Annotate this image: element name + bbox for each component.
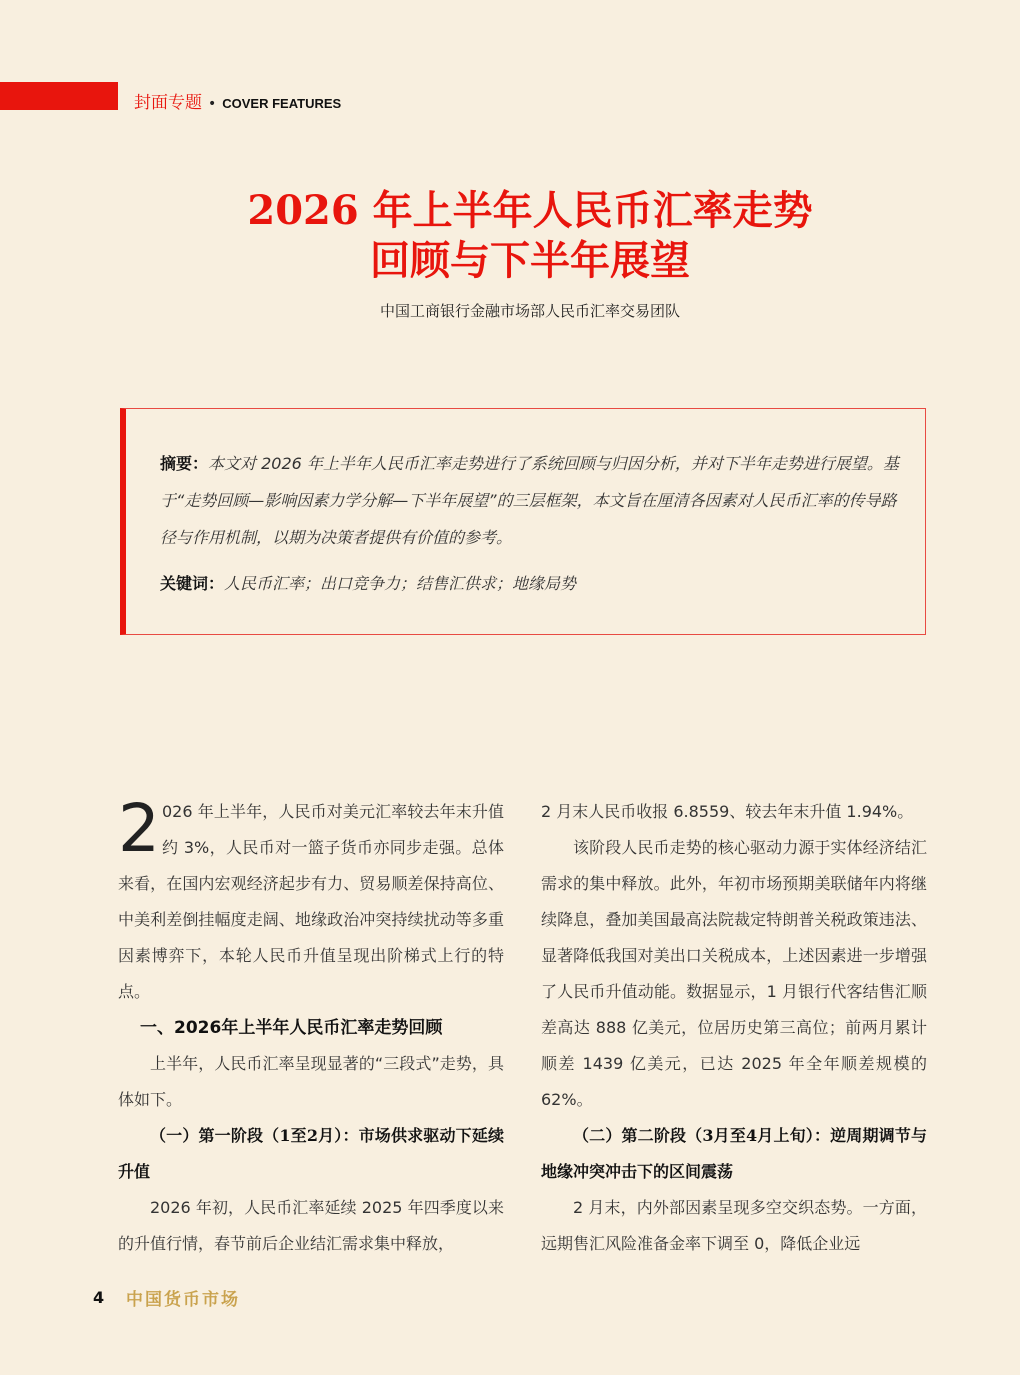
section-color-bar — [0, 82, 118, 110]
body-paragraph: 2026 年初，人民币汇率延续 2025 年四季度以来的升值行情，春节前后企业结汇需求集中释放， — [118, 1198, 504, 1253]
article-title-line-1: 2026 年上半年人民币汇率走势 — [247, 187, 813, 234]
abstract-box — [120, 408, 926, 635]
section-bullet: • — [208, 96, 217, 112]
keywords-paragraph — [160, 565, 910, 602]
subsection-heading-1: （一）第一阶段（1至2月）：市场供求驱动下延续升值 — [118, 1126, 504, 1181]
body-column-left — [118, 790, 504, 1262]
keywords-label: 关键词： — [160, 574, 225, 593]
article-title — [0, 186, 1020, 286]
body-paragraph: 2 月末人民币收报 6.8559、较去年末升值 1.94%。 — [541, 802, 914, 821]
body-text: 026 年上半年，人民币对美元汇率较去年末升值约 3%，人民币对一篮子货币亦同步走强。总体来看，在国内宏观经济起步有力、贸易顺差保持高位、中美利差倒挂幅度走阔、地缘政治冲突持续扰动等多重因素博弈下，本轮人民币升值呈现出阶梯式上行的特点。 — [118, 802, 504, 1001]
article-author: 中国工商银行金融市场部人民币汇率交易团队 — [379, 302, 680, 320]
body-paragraph: 上半年，人民币汇率呈现显著的“三段式”走势，具体如下。 — [118, 1054, 504, 1109]
body-paragraph — [118, 790, 504, 1010]
body-paragraph: 该阶段人民币走势的核心驱动力源于实体经济结汇需求的集中释放。此外，年初市场预期美联储年内将继续降息，叠加美国最高法院裁定特朗普关税政策违法、显著降低我国对美出口关税成本，上述因素进一步增强了人民币升值动能。数据显示，1 月银行代客结售汇顺差高达 888 亿美元，位居历史第三高位；前两月累计顺差 1439 亿美元，已达 2025 年全年顺差规模的 62%。 — [541, 838, 927, 1109]
abstract-paragraph — [160, 445, 910, 556]
section-name-cn: 封面专题 — [134, 93, 202, 113]
page-number: 4 — [93, 1288, 105, 1307]
section-heading-1: 一、2026年上半年人民币汇率走势回顾 — [140, 1018, 443, 1038]
abstract-label: 摘要： — [160, 454, 209, 473]
abstract-text: 本文对 2026 年上半年人民币汇率走势进行了系统回顾与归因分析，并对下半年走势进行展望。基于“走势回顾—影响因素力学分解—下半年展望”的三层框架，本文旨在厘清各因素对人民币汇率的传导路径与作用机制，以期为决策者提供有价值的参考。 — [160, 454, 899, 547]
body-column-right — [541, 794, 927, 1262]
magazine-name: 中国货币市场 — [126, 1290, 240, 1310]
subsection-heading-2: （二）第二阶段（3月至4月上旬）：逆周期调节与地缘冲突冲击下的区间震荡 — [541, 1126, 927, 1181]
drop-cap: 2 — [118, 790, 160, 867]
keywords-text: 人民币汇率；出口竞争力；结售汇供求；地缘局势 — [224, 574, 577, 593]
article-title-line-2: 回顾与下半年展望 — [370, 237, 690, 284]
body-paragraph: 2 月末，内外部因素呈现多空交织态势。一方面，远期售汇风险准备金率下调至 0，降低企业远 — [541, 1198, 927, 1253]
section-name-en: COVER FEATURES — [222, 96, 342, 111]
section-header — [134, 92, 341, 115]
